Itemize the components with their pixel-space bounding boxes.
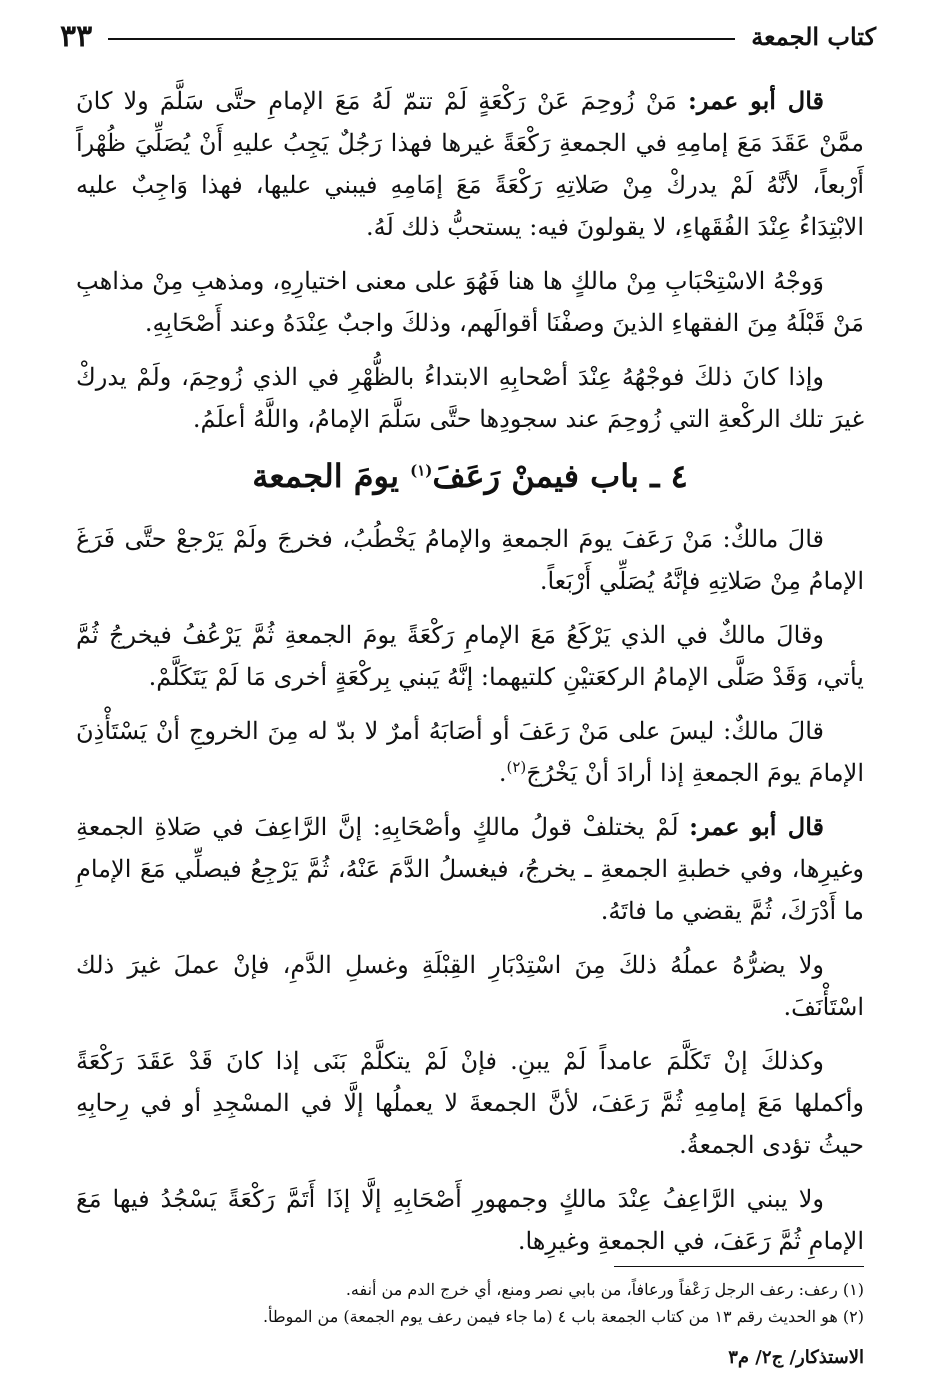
paragraph-text: وإذا كانَ ذلكَ فوجْهُهُ عِنْدَ أصْحابِهِ الابتداءُ بالظُّهْرِ في الذي زُوحِمَ، ولَمْ يدركْ غيرَ تلك الركْعةِ التي زُوحِمَ عند سجودِها حتَّى سَلَّمَ الإمامُ، واللَّهُ أعلَمُ. [76,363,864,433]
footnote-1: (١) رعف: رعف الرجل رَعْفاً ورعافاً، من بابي نصر ومنع، أي خرج الدم من أنفه. [345,1280,864,1299]
footnotes [76,1276,864,1330]
paragraph-text: وكذلكَ إنْ تَكَلَّمَ عامداً لَمْ يبنِ. فإنْ لَمْ يتكلَّمْ بَنَى إذا كانَ قَدْ عَقَدَ رَكْعَةً وأكملها مَعَ إمامِهِ ثُمَّ رَعَفَ، لأنَّ الجمعةَ لا يعملُها إلَّا في المسْجِدِ أو في رِحابِهِ حيثُ تؤدى الجمعةُ. [76,1047,864,1159]
paragraph-6: قالَ مالكٌ: ليسَ على مَنْ رَعَفَ أو أصَابَهُ أمرٌ لا بدّ له مِنَ الخروجِ أنْ يَسْتَأْذِنَ الإمامَ يومَ الجمعةِ إذا أرادَ أنْ يَخْرُجَ$^{(٢)}$. [76,717,864,787]
paragraph-text: لَمْ يختلفْ قولُ مالكٍ وأصْحَابِهِ: إنَّ الرَّاعِفَ في صَلاةِ الجمعةِ وغيرِها، وفي خطبةِ الجمعةِ ـ يخرجُ، فيغسلُ الدَّمَ عَنْهُ، ثُمَّ يَرْجِعُ فيصلِّي مَعَ الإمامِ ما أَدْرَكَ، ثُمَّ يقضي ما فاتَهُ. [76,813,864,925]
paragraph-text: قالَ مالكٌ: ليسَ على مَنْ رَعَفَ أو أصَابَهُ أمرٌ لا بدّ له مِنَ الخروجِ أنْ يَسْتَأْذِنَ الإمامَ يومَ الجمعةِ إذا أرادَ أنْ يَخْرُجَ [76,717,864,787]
footnote-2: (٢) هو الحديث رقم ١٣ من كتاب الجمعة باب ٤ (ما جاء فيمن رعف يوم الجمعة) من الموطأ. [262,1307,864,1326]
paragraph-3 [76,356,864,440]
page-number: ٣٣ [60,18,93,54]
chapter-title: كتاب الجمعة [751,21,876,51]
paragraph-text: ولا يبني الرَّاعِفُ عِنْدَ مالكٍ وجمهورِ أَصْحَابِهِ إلَّا إذَا أَتَمَّ رَكْعَةً يَسْجُدُ فيها مَعَ الإمامِ ثُمَّ رَعَفَ، في الجمعةِ وغيرِها. [76,1185,864,1255]
paragraph-4 [76,518,864,602]
printer-signature: الاستذكار/ ج٢/ م٣ [728,1347,864,1368]
paragraph-1 [76,80,864,248]
paragraph-text: قالَ مالكٌ: مَنْ رَعَفَ يومَ الجمعةِ والإمامُ يَخْطُبُ، فخرجَ ولَمْ يَرْجعْ حتَّى فَرَغَ الإمامُ مِنْ صَلاتِهِ فإنَّهُ يُصَلِّي أَرْبَعاً. [76,525,864,595]
footnote-ref-1: (١) [410,461,433,480]
paragraph-text: ولا يضرُّهُ عملُهُ ذلكَ مِنَ اسْتِدْبَارِ القِبْلَةِ وغسلِ الدَّمِ، فإنْ عملَ غيرَ ذلك اسْتَأْنَفَ. [76,951,864,1021]
speaker-label: قال أبو عمر: [688,86,824,115]
header-rule [108,38,735,40]
paragraph-text: وقالَ مالكٌ في الذي يَرْكَعُ مَعَ الإمامِ رَكْعَةً يومَ الجمعةِ ثُمَّ يَرْعُفُ فيخرجُ ثُمَّ يأتي، وَقَدْ صَلَّى الإمامُ الركعَتيْنِ كلتيهما: إنَّهُ يَبني بِركْعَةٍ أخرى مَا لَمْ يَتَكَلَّمْ. [76,621,864,691]
footnote-ref-2: (٢) [506,758,527,776]
page-body [76,80,864,1274]
paragraph-text: مَنْ زُوحِمَ عَنْ رَكْعَةٍ لَمْ تتمّ لَهُ مَعَ الإمامِ حتَّى سَلَّمَ ولا كانَ ممَّنْ عَقَدَ مَعَ إمامِهِ في الجمعةِ رَكْعَةً غيرها فهذا رَجُلٌ يَجِبُ عليهِ أَنْ يُصَلِّيَ ظُهْراً أَرْبعاً، لأنَّهُ لَمْ يدركْ مِنْ صَلاتِهِ رَكْعَةً مَعَ إمَامِهِ فيبني عليها، فهذا وَاجِبٌ عليه الابْتِدَاءُ عِنْدَ الفُقَهاءِ، لا يقولونَ فيه: يستحبُّ ذلك لَهُ. [76,87,864,241]
paragraph-9 [76,1040,864,1166]
paragraph-5 [76,614,864,698]
paragraph-8 [76,944,864,1028]
footnote-separator [614,1266,864,1267]
paragraph-7 [76,806,864,932]
paragraph-2 [76,260,864,344]
speaker-label: قال أبو عمر: [689,812,824,841]
section-heading: ٤ ـ باب فيمنْ رَعَفَ$^{(١)}$ يومَ الجمعة [252,457,688,495]
paragraph-text: وَوجْهُ الاسْتِحْبَابِ مِنْ مالكٍ ها هنا فَهُوَ على معنى اختيارِهِ، ومذهبِ مِنْ مذاهبِ مَنْ قَبْلَهُ مِنَ الفقهاءِ الذينَ وصفْنَا أقوالَهم، وذلكَ واجبٌ عِنْدَهُ وعند أَصْحَابِهِ. [76,267,864,337]
running-header [60,12,876,60]
paragraph-10 [76,1178,864,1262]
